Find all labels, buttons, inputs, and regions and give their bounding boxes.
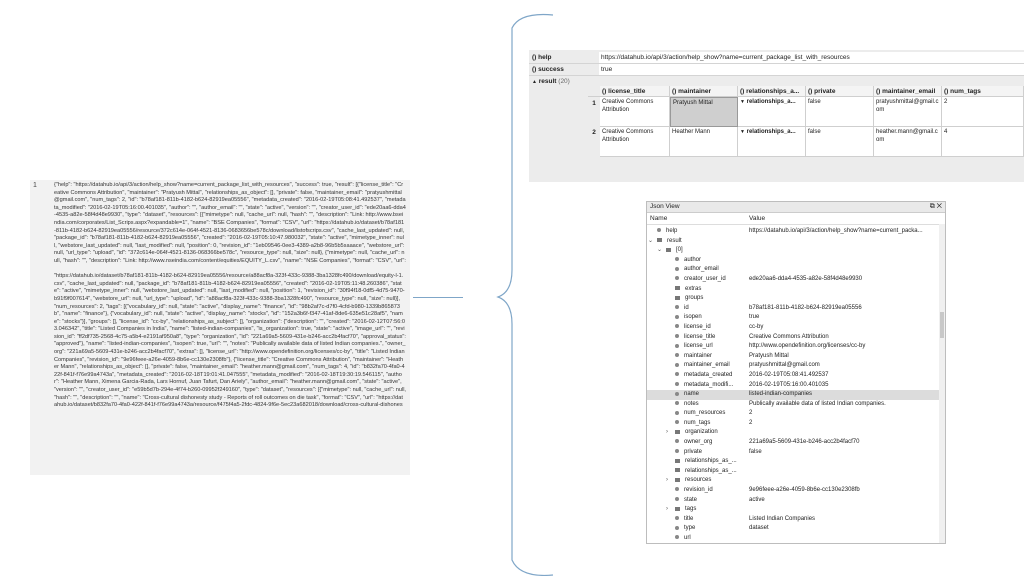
value-node-icon [675,305,679,309]
value-node-icon [675,267,679,271]
tree-node-label: revision_id [684,487,713,494]
col-header-relationships[interactable]: () relationships_a... [738,86,806,97]
tree-node-name [675,371,732,381]
object-node-icon [675,430,680,434]
tree-node-label: [0] [676,247,683,254]
value-node-icon [675,344,679,348]
value-node-icon [675,487,679,491]
close-icon[interactable]: ✕ [936,203,942,210]
grid-key-help: () help [532,54,552,61]
tree-node-label: name [684,391,700,398]
cell-maintainer[interactable]: Pratyush Mittal [670,97,738,127]
object-node-icon [675,507,680,511]
value-node-icon [675,276,679,280]
tree-row[interactable] [647,534,945,544]
tree-node-value: 2 [749,410,753,417]
tree-node-name [675,361,730,371]
tree-node-value: false [749,448,762,455]
tree-node-value: listed-indian-companies [749,391,813,398]
object-node-icon [666,248,671,252]
tree-row[interactable] [647,313,945,323]
object-node-icon [675,478,680,482]
object-node-icon [657,238,662,242]
tree-node-value: pratyushmittal@gmail.com [749,362,820,369]
value-node-icon [675,411,679,415]
cell-relationships[interactable]: ▼ relationships_a... [738,127,806,157]
tree-row[interactable] [647,390,945,400]
cell-maintainer[interactable]: Heather Mann [670,127,738,157]
tree-node-label: owner_org [684,439,713,446]
dropdown-arrow-icon[interactable]: ▼ [740,99,745,105]
value-node-icon [675,334,679,338]
tree-row[interactable] [647,294,945,304]
tree-node-value: 2 [749,419,753,426]
tree-node-name [675,419,710,429]
expand-arrow-icon[interactable]: › [666,429,668,436]
cell-private[interactable]: false [806,97,874,127]
col-header-private[interactable]: () private [806,86,874,97]
result-count: (20) [558,78,570,85]
tree-node-label: url [684,535,691,541]
tree-node-value: Pratyush Mittal [749,352,789,359]
col-header-maintainer-email[interactable]: () maintainer_email [874,86,942,97]
cell-private[interactable]: false [806,127,874,157]
tree-row[interactable] [647,438,945,448]
tree-node-name [675,265,719,275]
tree-node-name [675,294,703,304]
tree-node-name [675,496,697,506]
object-node-icon [675,459,680,463]
tree-node-label: relationships_as_... [685,458,737,465]
tree-node-name [675,333,715,343]
cell-license-title[interactable]: Creative Commons Attribution [600,127,670,157]
tree-row[interactable] [647,409,945,419]
vertical-scrollbar[interactable] [939,224,945,544]
tree-node-label: help [666,228,678,234]
dropdown-arrow-icon[interactable]: ▼ [740,129,745,135]
tree-node-label: num_tags [684,419,711,426]
pin-icon[interactable]: ⧉ [929,203,935,210]
grid-key-result: ▲ result (20) [532,78,570,85]
object-node-icon [675,286,680,290]
tree-node-name [657,237,682,247]
tree-node-label: maintainer_email [684,362,730,369]
object-node-icon [675,468,680,472]
tree-node-name [675,323,711,333]
tree-node-label: title [684,515,694,522]
tree-node-name [675,476,711,486]
tree-node-label: isopen [684,314,702,321]
tree-node-name [675,486,713,496]
tree-row[interactable] [647,237,945,247]
tree-node-value: 221a69a5-5609-431e-b246-acc2b4facf70 [749,439,860,446]
value-node-icon [675,526,679,530]
tree-node-name [675,428,718,438]
scrollbar-thumb[interactable] [940,312,944,338]
value-node-icon [657,228,661,232]
tree-node-value: ede20aa6-dda4-4535-a82e-58f4d48e9930 [749,275,863,282]
value-node-icon [675,516,679,520]
json-tree [647,225,945,544]
column-header-name[interactable]: Name [650,215,668,222]
tree-node-label: type [684,525,696,532]
cell-num-tags[interactable]: 2 [942,97,1024,127]
tree-node-label: private [684,448,703,455]
json-view-header [647,213,945,225]
tree-row[interactable] [647,275,945,285]
expand-arrow-icon[interactable]: › [666,506,668,513]
col-header-num-tags[interactable]: () num_tags [942,86,1024,97]
value-node-icon [675,535,679,539]
tree-node-name [675,342,713,352]
tree-node-name [657,227,677,237]
value-node-icon [675,363,679,367]
tree-row[interactable] [647,400,945,410]
cell-relationships[interactable]: ▼ relationships_a... [738,97,806,127]
grid-value-success: true [599,64,1024,75]
tree-node-label: num_resources [684,410,726,417]
cell-num-tags[interactable]: 4 [942,127,1024,157]
collapse-arrow-icon[interactable]: ⌄ [657,247,663,254]
value-node-icon [675,324,679,328]
tree-node-value: cc-by [749,323,764,330]
tree-node-label: tags [685,506,697,513]
tree-node-label: organization [685,429,718,436]
tree-node-label: license_title [684,333,716,340]
tree-node-value: http://www.opendefinition.org/licenses/cc-by [749,343,866,350]
tree-node-name [666,246,683,256]
value-node-icon [675,449,679,453]
tree-node-label: author [684,256,702,263]
tree-row[interactable] [647,342,945,352]
tree-node-name [675,285,701,295]
value-node-icon [675,257,679,261]
tree-row[interactable] [647,227,945,237]
cell-maintainer-email[interactable]: pratyushmittal@gmail.com [874,97,942,127]
tree-node-label: creator_user_id [684,275,726,282]
tree-node-label: resources [685,477,712,484]
tree-node-value: 9e96feee-a26e-4059-8b6e-cc130e2308fb [749,487,860,494]
tree-row[interactable] [647,304,945,314]
tree-row[interactable] [647,371,945,381]
tree-row[interactable] [647,361,945,371]
cell-license-title[interactable]: Creative Commons Attribution [600,97,670,127]
tree-node-name [675,304,689,314]
tree-node-label: author_email [684,266,719,273]
tree-node-name [675,352,712,362]
tree-node-name [675,448,702,458]
tree-node-value: Publically available data of listed Indian companies. [749,400,886,407]
tree-node-name [675,275,726,285]
tree-node-label: metadata_modifi... [684,381,734,388]
value-node-icon [675,401,679,405]
grid-row-help[interactable] [529,52,1024,64]
tree-node-name [675,409,725,419]
result-table [588,86,1024,182]
tree-row[interactable] [647,448,945,458]
tree-node-name [675,390,699,400]
tree-node-label: state [684,496,698,503]
tree-node-name [675,505,696,515]
tree-node-value: https://datahub.io/api/3/action/help_show?name=current_packa... [749,228,923,234]
tree-row[interactable] [647,256,945,266]
tree-row[interactable] [647,476,945,486]
tree-node-name [675,313,702,323]
tree-node-label: metadata_created [684,371,733,378]
connector-line [413,297,463,298]
col-header-maintainer[interactable]: () maintainer [670,86,738,97]
value-node-icon [675,353,679,357]
tree-node-value: 2016-02-19T05:16:00.401035 [749,381,829,388]
grid-key-success: () success [532,66,564,73]
tree-row[interactable] [647,246,945,256]
row-number-header [588,86,600,97]
tree-node-name [675,400,699,410]
raw-json-panel [30,180,410,475]
json-view-title: Json View [650,203,680,210]
grid-value-help: https://datahub.io/api/3/action/help_show?name=current_package_list_with_resources [599,52,1024,63]
tree-row[interactable] [647,428,945,438]
tree-row[interactable] [647,419,945,429]
col-header-license-title[interactable]: () license_title [600,86,670,97]
collapse-arrow-icon[interactable]: ⌄ [648,237,654,244]
tree-row[interactable] [647,285,945,295]
tree-row[interactable] [647,265,945,275]
tree-node-value: b78af181-811b-4182-b624-82919ea05556 [749,304,862,311]
tree-node-name [675,467,737,477]
tree-row[interactable] [647,352,945,362]
tree-node-label: id [684,304,689,311]
tree-node-label: maintainer [684,352,713,359]
tree-node-value: 2016-02-19T05:08:41.492537 [749,371,829,378]
value-node-icon [675,372,679,376]
tree-node-label: groups [685,295,704,302]
value-node-icon [675,382,679,386]
tree-node-name [675,534,691,544]
row-number: 1 [588,98,600,126]
tree-node-label: license_id [684,323,711,330]
tree-node-name [675,438,712,448]
tree-row[interactable] [647,496,945,506]
tree-node-value: active [749,496,765,503]
tree-row[interactable] [647,323,945,333]
tree-row[interactable] [647,524,945,534]
tree-node-value: true [749,314,760,321]
json-view-titlebar [647,202,945,213]
raw-json-text: {"help": "https://datahub.io/api/3/action/help_show?name=current_package_list_with_resources", "success": true, "result": [{"license_title": "Creative Commons Attribution", "maintainer": "Pratyush Mittal", "relationships_as_object": [], "private": false, "maintainer_email": "pratyushmittal@gmail.com", "num_tags": 2, "id": "b78af181-811b-4182-b624-82919ea05556", "metadata_created": "2016-02-19T05:08:41.492537", "metadata_modified": "2016-02-19T05:16:00.401035", "author": "", "author_email": "", "state": "active", "version": "", "creator_user_id": "ede20aa6-dda4-4535-a82e-58f4d48e9930", "type": "dataset", "resources": [{"mimetype": null, "cache_url": null, "hash": "", "description": "Link: http://www.bseindia.com/corporates/List_Scrips.aspx?expandable=1", "name": "BSE Companies", "format": "CSV", "url": "https://datahub.io/dataset/b78af181-811b-4182-b624-82919ea05556/resource/372c614e-064f-4521-8136-0683656be578c/download/listofscrips.csv", "cache_last_updated": null, "package_id": "b78af181-811b-4182-b624-82919ea05556", "created": "2016-02-19T05:10:47.980032", "state": "active", "mimetype_inner": null, "webstore_last_updated": null, "last_modified": null, "position": 0, "revision_id": "1eb09546-0ee3-4389-a2b8-96b5b5saaace", "webstore_url": null, "url_type": "upload", "id": "372c614e-064f-4521-8136-068366be578c", "resource_type": null, "size": null}, {"mimetype": null, "cache_url": null, "hash": "", "description": "Link: http://www.nseindia.com/content/equities/EQUITY_L.csv", "name": "NSE Companies", "format": "CSV", "url": "https://datahub.io/dataset/b78af181-811b-4182-b624-82919ea05556/resource/a88acf8a-323f-433c-9388-3ba1328fc490/download/equity-l-1.csv", "cache_last_updated": null, "package_id": "b78af181-811b-4182-b624-82919ea05556", "created": "2016-02-19T05:11:48.260386", "state": "active", "mimetype_inner": null, "webstore_last_updated": null, "last_modified": null, "position": 1, "revision_id": "30f94f18-0df5-4d75-9470-b91f9f007614", "webstore_url": null, "url_type": "upload", "id": "a88acf8a-323f-433c-9388-3ba1328fc490", "resource_type": null, "size": null}], "num_resources": 2, "tags": [{"vocabulary_id": null, "state": "active", "display_name": "finance", "id": "98b2af7c-d7f0-4cfd-b980-1339b865873b", "name": "finance"}, {"vocabulary_id": null, "state": "active", "display_name": "stocks", "id": "152a3b6f-f347-41af-8de6-635e51c28af5", "name": "stocks"}], "groups": [], "license_id": "cc-by", "relationships_as_subject": [], "organization": {"description": "", "created": "2016-02-12T07:56:03.046342", "title": "Listed Companies in India", "name": "listed-indian-companies", "is_organization": true, "state": "active", "image_url": "", "revision_id": "ff2df735-2568-4c75-a5b4-e2191af950a8", "type": "organization", "id": "221a69a5-5609-431e-b246-acc2b4facf70", "approval_status": "approved"}, "name": "listed-indian-companies", "isopen": true, "url": "", "notes": "Publically available data of listed Indian companies.", "owner_org": "221a69a5-5609-431e-b246-acc2b4facf70", "extras": [], "license_url": "http://www.opendefinition.org/licenses/cc-by", "title": "Listed Indian Companies", "revision_id": "9e96feee-a26e-4059-8b6e-cc130e2308fb"}, {"license_title": "Creative Commons Attribution", "maintainer": "Heather Mann", "relationships_as_object": [], "private": false, "maintainer_email": "heather.mann@gmail.com", "num_tags": 4, "id": "b832fa70-4fa0-422f-841f-f76e99a4743a", "metadata_created": "2016-02-18T19:01:41.047555", "metadata_modified": "2016-02-18T19:30:19.546115", "author": "Heather Mann, Ximena Garcia-Rada, Lars Hornuf, Juan Tafurt, Dan Ariely", "author_email": "heather.mann@gmail.com", "state": "active", "version": "", "creator_user_id": "e59b5d7b-294e-4f74-b260-09952f249160", "type": "dataset", "resources": [{"mimetype": null, "cache_url": null, "hash": "", "description": "", "name": "Cross-cultural dishonesty study - Reports of roll outcomes on die task", "format": "CSV", "url": "https://datahub.io/dataset/b832fa70-4fa0-422f-841f-f76e99a4743a/resource/f475f4a5-2fdc-4824-9f6e-5ec23a682018/download/cross-cultural-dishones [54,182,406,409]
value-node-icon [675,420,679,424]
tree-row[interactable] [647,467,945,477]
tree-node-label: result [667,237,682,244]
tree-node-label: notes [684,400,699,407]
cell-maintainer-email[interactable]: heather.mann@gmail.com [874,127,942,157]
value-node-icon [675,315,679,319]
row-number: 2 [588,127,600,155]
tree-node-value: Listed Indian Companies [749,515,816,522]
column-header-value[interactable]: Value [749,215,766,222]
expand-arrow-icon[interactable]: › [666,477,668,484]
collapse-arrow-icon[interactable]: ▲ [532,79,537,85]
line-number: 1 [33,182,37,189]
tree-node-name [675,381,733,391]
tree-node-label: relationships_as_... [685,467,737,474]
object-node-icon [675,296,680,300]
value-node-icon [675,497,679,501]
grid-row-success[interactable] [529,64,1024,76]
tree-row[interactable] [647,505,945,515]
tree-node-name [675,524,695,534]
json-view-panel [646,201,946,544]
value-node-icon [675,439,679,443]
tree-node-name [675,515,693,525]
tree-row[interactable] [647,457,945,467]
tree-row[interactable] [647,515,945,525]
tree-row[interactable] [647,381,945,391]
tree-node-value: dataset [749,525,769,532]
tree-node-label: extras [685,285,702,292]
tree-row[interactable] [647,333,945,343]
tree-row[interactable] [647,486,945,496]
tree-node-value: Creative Commons Attribution [749,333,829,340]
tree-node-name [675,457,737,467]
value-node-icon [675,392,679,396]
tree-node-label: license_url [684,343,713,350]
tree-node-name [675,256,701,266]
grid-view [529,50,1024,182]
